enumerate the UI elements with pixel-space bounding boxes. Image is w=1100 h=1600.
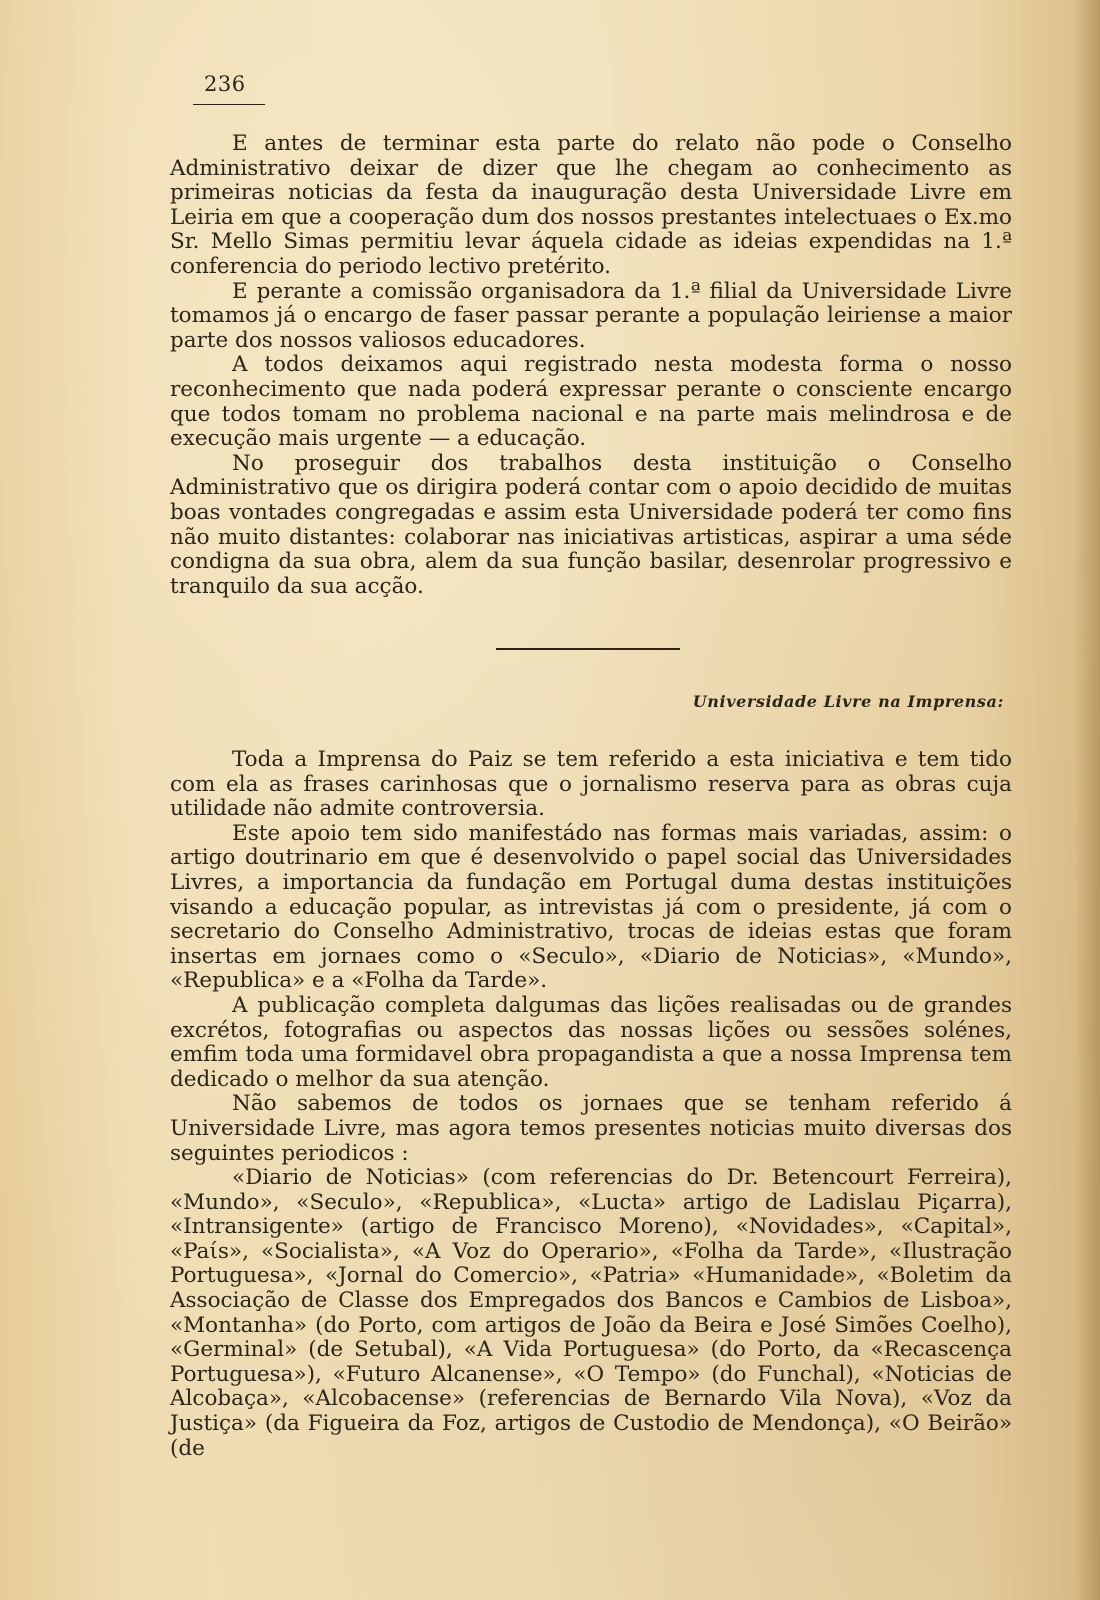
paragraph: A todos deixamos aqui registrado nesta modesta forma o nosso reconhecimento que nada poderá expressar perante o consciente encargo que todos tomam no problema nacional e na parte mais melindrosa e de execução mais urgente — a educação. [170, 352, 1012, 452]
paragraph: A publicação completa dalgumas das lições realisadas ou de grandes excrétos, fotografias ou aspectos das nossas lições ou sessões solénes, emfim toda uma formidavel obra propagandista a que a nossa Imprensa tem dedicado o melhor da sua atenção. [170, 992, 1012, 1092]
paragraph: E perante a comissão organisadora da 1.ª filial da Universidade Livre tomamos já o encargo de faser passar perante a população leiriense a maior parte dos nossos valiosos educadores. [170, 278, 1012, 353]
page-number-rule [193, 104, 265, 105]
section-divider [496, 648, 680, 650]
paragraph: E antes de terminar esta parte do relato não pode o Conselho Administrativo deixar de dizer que lhe chegam ao conhecimento as primeiras noticias da festa da inauguração desta Universidade Livre em Leiria em que a cooperação dum dos nossos prestantes intelectuaes o Ex.mo Sr. Mello Simas permitiu levar áquela cidade as ideias expendidas na 1.ª conferencia do periodo lectivo pretérito. [170, 131, 1012, 279]
paragraph: Toda a Imprensa do Paiz se tem referido a esta iniciativa e tem tido com ela as frases carinhosas que o jornalismo reserva para as obras cuja utilidade não admite controversia. [170, 747, 1012, 822]
page-edge-shadow [1074, 0, 1100, 1600]
paragraph: Não sabemos de todos os jornaes que se tenham referido á Universidade Livre, mas agora temos presentes noticias muito diversas dos seguintes periodicos : [170, 1091, 1012, 1166]
paragraph: No proseguir dos trabalhos desta instituição o Conselho Administrativo que os dirigira poderá contar com o apoio decidido de muitas boas vontades congregadas e assim esta Universidade poderá ter como fins não muito distantes: colaborar nas iniciativas artisticas, aspirar a uma séde condigna da sua obra, alem da sua função basilar, desenrolar progressivo e tranquilo da sua acção. [170, 450, 1012, 599]
top-text-block [170, 132, 1012, 599]
paragraph: Este apoio tem sido manifestádo nas formas mais variadas, assim: o artigo doutrinario em que é desenvolvido o papel social das Universidades Livres, a importancia da fundação em Portugal duma destas instituições visando a educação popular, as intrevistas já com o presidente, já com o secretario do Conselho Administrativo, trocas de ideias estas que foram insertas em jornaes como o «Seculo», «Diario de Noticias», «Mundo», «Republica» e a «Folha da Tarde». [170, 820, 1012, 994]
section-heading: Universidade Livre na Imprensa: [692, 692, 1004, 711]
bottom-text-block [170, 748, 1012, 1461]
paragraph: «Diario de Noticias» (com referencias do Dr. Betencourt Ferreira), «Mundo», «Seculo», «Republica», «Lucta» artigo de Ladislau Piçarra), «Intransigente» (artigo de Francisco Moreno), «Novidades», «Capital», «Paίs», «Socialista», «A Voz do Operario», «Folha da Tarde», «Ilustração Portuguesa», «Jornal do Comercio», «Patria» «Humanidade», «Boletim da Associação de Classe dos Empregados dos Bancos e Cambios de Lisboa», «Montanha» (do Porto, com artigos de João da Beira e José Simões Coelho), «Germinal» (de Setubal), «A Vida Portuguesa» (do Porto, da «Recascença Portuguesa»), «Futuro Alcanense», «O Tempo» (do Funchal), «Noticias de Alcobaça», «Alcobacense» (referencias de Bernardo Vila Nova), «Voz da Justiça» (da Figueira da Foz, artigos de Custodio de Mendonça), «O Beirão» (de [170, 1165, 1012, 1461]
page-number: 236 [204, 72, 246, 96]
